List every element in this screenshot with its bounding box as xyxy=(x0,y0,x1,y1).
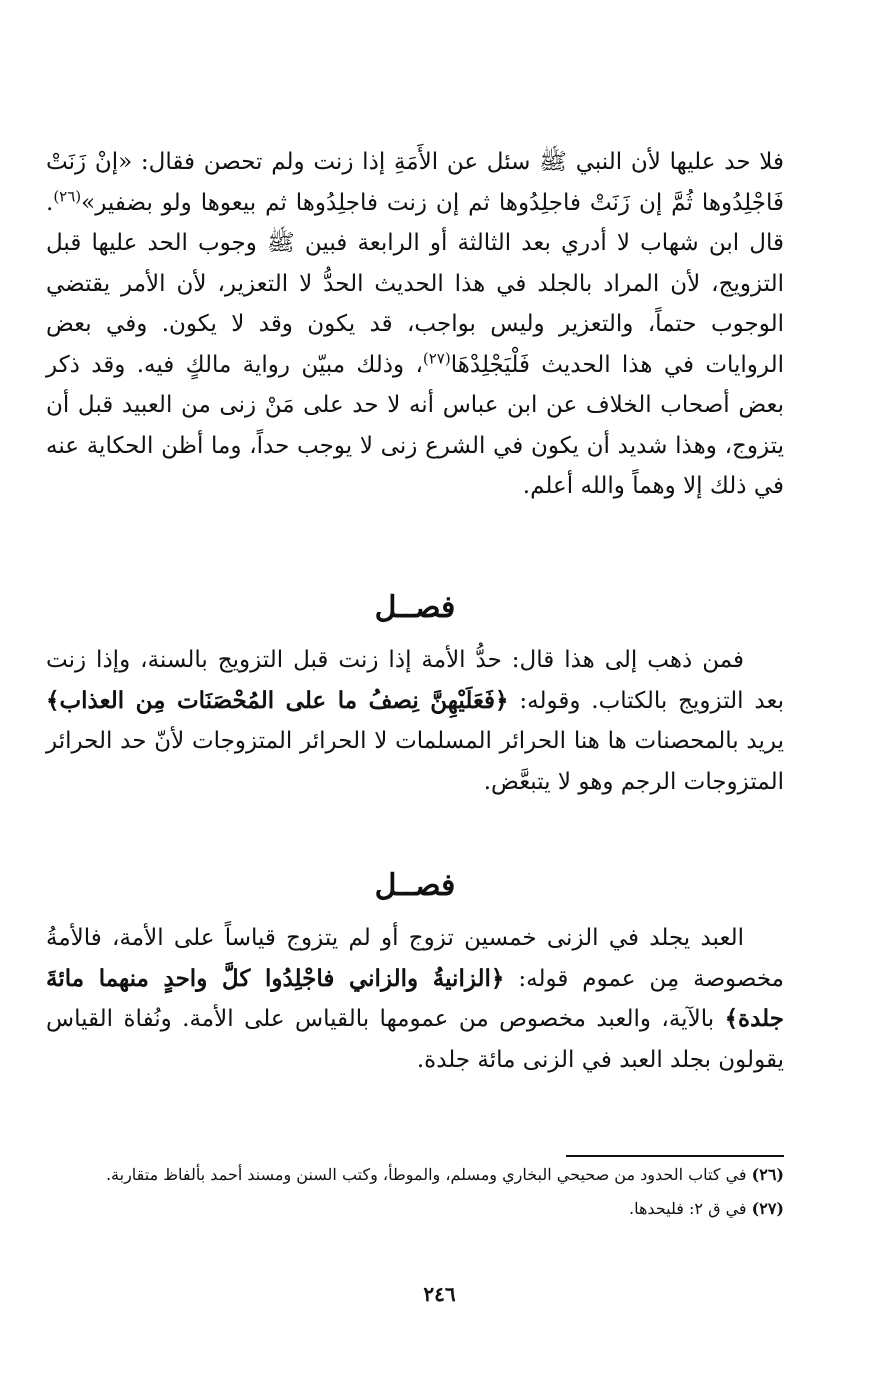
section-1-quran-quote: ﴿فَعَلَيْهِنَّ نِصفُ ما على المُحْصَنَات مِن العذاب﴾ xyxy=(46,686,509,714)
footnote-marker-27: (٢٧) xyxy=(422,348,451,367)
section-2-paragraph xyxy=(46,918,784,1080)
footnote-text: في ق ٢: فليحدها. xyxy=(629,1199,747,1218)
footnote-divider xyxy=(566,1155,784,1157)
paragraph-1-text-a: فلا حد عليها لأن النبي ﷺ سئل عن الأَمَةِ إذا زنت ولم تحصن فقال: «إنْ زَنَتْ فَاجْلِدُوها ثُمَّ إن زَنَتْ فاجلِدُوها ثم إن زنت فاجلِدُوها ثم بيعوها ولو بضفير» xyxy=(46,149,784,216)
section-1-text-b: يريد بالمحصنات ها هنا الحرائر المسلمات لا الحرائر المتزوجات لأنّ حد الحرائر المتزوجات الرجم وهو لا يتبعَّض. xyxy=(46,728,784,795)
paragraph-1 xyxy=(46,142,784,507)
section-1-paragraph xyxy=(46,640,784,802)
footnote-27 xyxy=(46,1194,784,1224)
section-1-heading: فصــل xyxy=(374,590,456,625)
footnotes xyxy=(46,1160,784,1228)
footnote-marker-26: (٢٦) xyxy=(53,186,82,205)
section-2-text-b: بالآية، والعبد مخصوص من عمومها بالقياس على الأمة. ونُفاة القياس يقولون بجلد العبد في الزنى مائة جلدة. xyxy=(46,1006,784,1073)
footnote-number: (٢٧) xyxy=(751,1199,784,1218)
section-2-heading: فصــل xyxy=(374,868,456,903)
section-2-quran-quote: ﴿الزانيةُ والزاني فاجْلِدُوا كلَّ واحدٍ منهما مائةَ جلدة﴾ xyxy=(46,964,784,1032)
page-number: ٢٤٦ xyxy=(423,1282,456,1306)
paragraph-1-text-c: ، وذلك مبيّن رواية مالكٍ فيه. وقد ذكر بعض أصحاب الخلاف عن ابن عباس أنه لا حد على مَنْ زنى من العبيد قبل أن يتزوج، وهذا شديد أن يكون في الشرع زنى لا يوجب حداً، وما أظن الحكاية عنه في ذلك إلا وهماً والله أعلم. xyxy=(46,351,784,499)
footnote-text: في كتاب الحدود من صحيحي البخاري ومسلم، والموطأ، وكتب السنن ومسند أحمد بألفاظ متقاربة. xyxy=(105,1165,747,1184)
paragraph-1-text-b: . قال ابن شهاب لا أدري بعد الثالثة أو الرابعة فبين ﷺ وجوب الحد عليها قبل التزويج، لأن المراد بالجلد في هذا الحديث الحدُّ لا التعزير، لأن الأمر يقتضي الوجوب حتماً، والتعزير وليس بواجب، قد يكون وقد لا يكون. وفي بعض الروايات في هذا الحديث فَلْيَجْلِدْهَا xyxy=(46,189,784,378)
footnote-26 xyxy=(46,1160,784,1190)
section-1-text-a: فمن ذهب إلى هذا قال: حدُّ الأمة إذا زنت قبل التزويج بالسنة، وإذا زنت بعد التزويج بالكتاب. وقوله: xyxy=(46,647,784,714)
section-2-text-a: العبد يجلد في الزنى خمسين تزوج أو لم يتزوج قياساً على الأمة، فالأمةُ مخصوصة مِن عموم قوله: xyxy=(46,925,784,992)
footnote-number: (٢٦) xyxy=(751,1165,784,1184)
